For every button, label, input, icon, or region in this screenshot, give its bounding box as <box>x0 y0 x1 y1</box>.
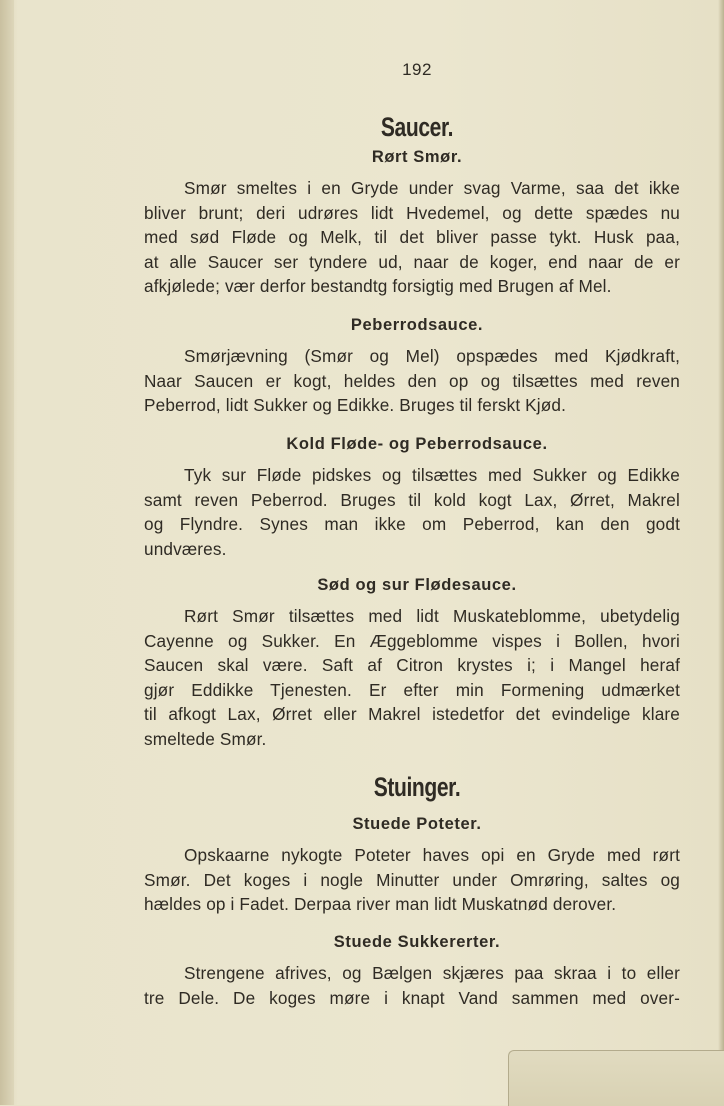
recipe-heading-peberrodsauce: Peberrodsauce. <box>350 316 484 334</box>
text-line: smeltede Smør. <box>144 728 267 749</box>
recipe-text-peberrodsauce <box>144 344 680 418</box>
recipe-heading-sod-sur-flodesauce: Sød og sur Flødesauce. <box>317 576 517 594</box>
text-line: samt reven Peberrod. Bruges til kold kogt Lax, Ørret, Makrel <box>144 489 680 510</box>
text-line: Tyk sur Fløde pidskes og tilsættes med Sukker og Edikke <box>184 465 680 485</box>
text-line: Saucen skal være. Saft af Citron krystes i; i Mangel heraf <box>144 655 680 676</box>
text-line: undværes. <box>144 538 227 559</box>
text-line: med sød Fløde og Melk, til det bliver passe tykt. Husk paa, <box>144 227 680 248</box>
text-line: Peberrod, lidt Sukker og Edikke. Bruges til ferskt Kjød. <box>144 395 567 416</box>
recipe-heading-kold-flode: Kold Fløde- og Peberrodsauce. <box>286 435 548 453</box>
text-line: Rørt Smør tilsættes med lidt Muskateblomme, ubetydelig <box>184 606 680 626</box>
section-title-stuinger: Stuinger. <box>373 772 461 802</box>
recipe-heading-stuede-poteter: Stuede Poteter. <box>352 815 482 833</box>
text-line: Naar Saucen er kogt, heldes den op og tilsættes med reven <box>144 370 680 391</box>
text-line: afkjølede; vær derfor bestandtg forsigtig med Brugen af Mel. <box>144 276 612 297</box>
page-number: 192 <box>402 60 432 79</box>
page-corner-fold <box>508 1050 724 1106</box>
text-line: at alle Saucer ser tyndere ud, naar de koger, end naar de er <box>144 251 680 272</box>
text-line: Cayenne og Sukker. En Æggeblomme vispes i Bollen, hvori <box>144 630 680 651</box>
text-line: Smør. Det koges i nogle Minutter under Omrøring, saltes og <box>144 869 680 890</box>
recipe-heading-rort-smor: Rørt Smør. <box>371 148 463 166</box>
text-line: Smørjævning (Smør og Mel) opspædes med Kjødkraft, <box>184 346 680 366</box>
text-line: og Flyndre. Synes man ikke om Peberrod, kan den godt <box>144 514 680 535</box>
text-line: bliver brunt; deri udrøres lidt Hvedemel, og dette spædes nu <box>144 202 680 223</box>
text-line: Smør smeltes i en Gryde under svag Varme, saa det ikke <box>184 178 680 198</box>
text-line: gjør Eddikke Tjenesten. Er efter min Formening udmærket <box>144 679 680 700</box>
recipe-heading-stuede-sukkererter: Stuede Sukkererter. <box>333 933 501 951</box>
text-line: til afkogt Lax, Ørret eller Makrel istedetfor det evindelige klare <box>144 704 680 725</box>
recipe-text-sod-sur-flodesauce <box>144 604 680 752</box>
text-line: hældes op i Fadet. Derpaa river man lidt Muskatnød derover. <box>144 894 617 915</box>
recipe-text-kold-flode <box>144 463 680 561</box>
recipe-text-stuede-sukkererter <box>144 961 680 1010</box>
text-line: Opskaarne nykogte Poteter haves opi en Gryde med rørt <box>184 845 680 865</box>
recipe-text-stuede-poteter <box>144 843 680 917</box>
text-line: Strengene afrives, og Bælgen skjæres paa skraa i to eller <box>184 963 680 983</box>
text-line: tre Dele. De koges møre i knapt Vand sammen med over- <box>144 987 680 1008</box>
section-title-saucer: Saucer. <box>380 112 454 142</box>
recipe-text-rort-smor <box>144 176 680 299</box>
